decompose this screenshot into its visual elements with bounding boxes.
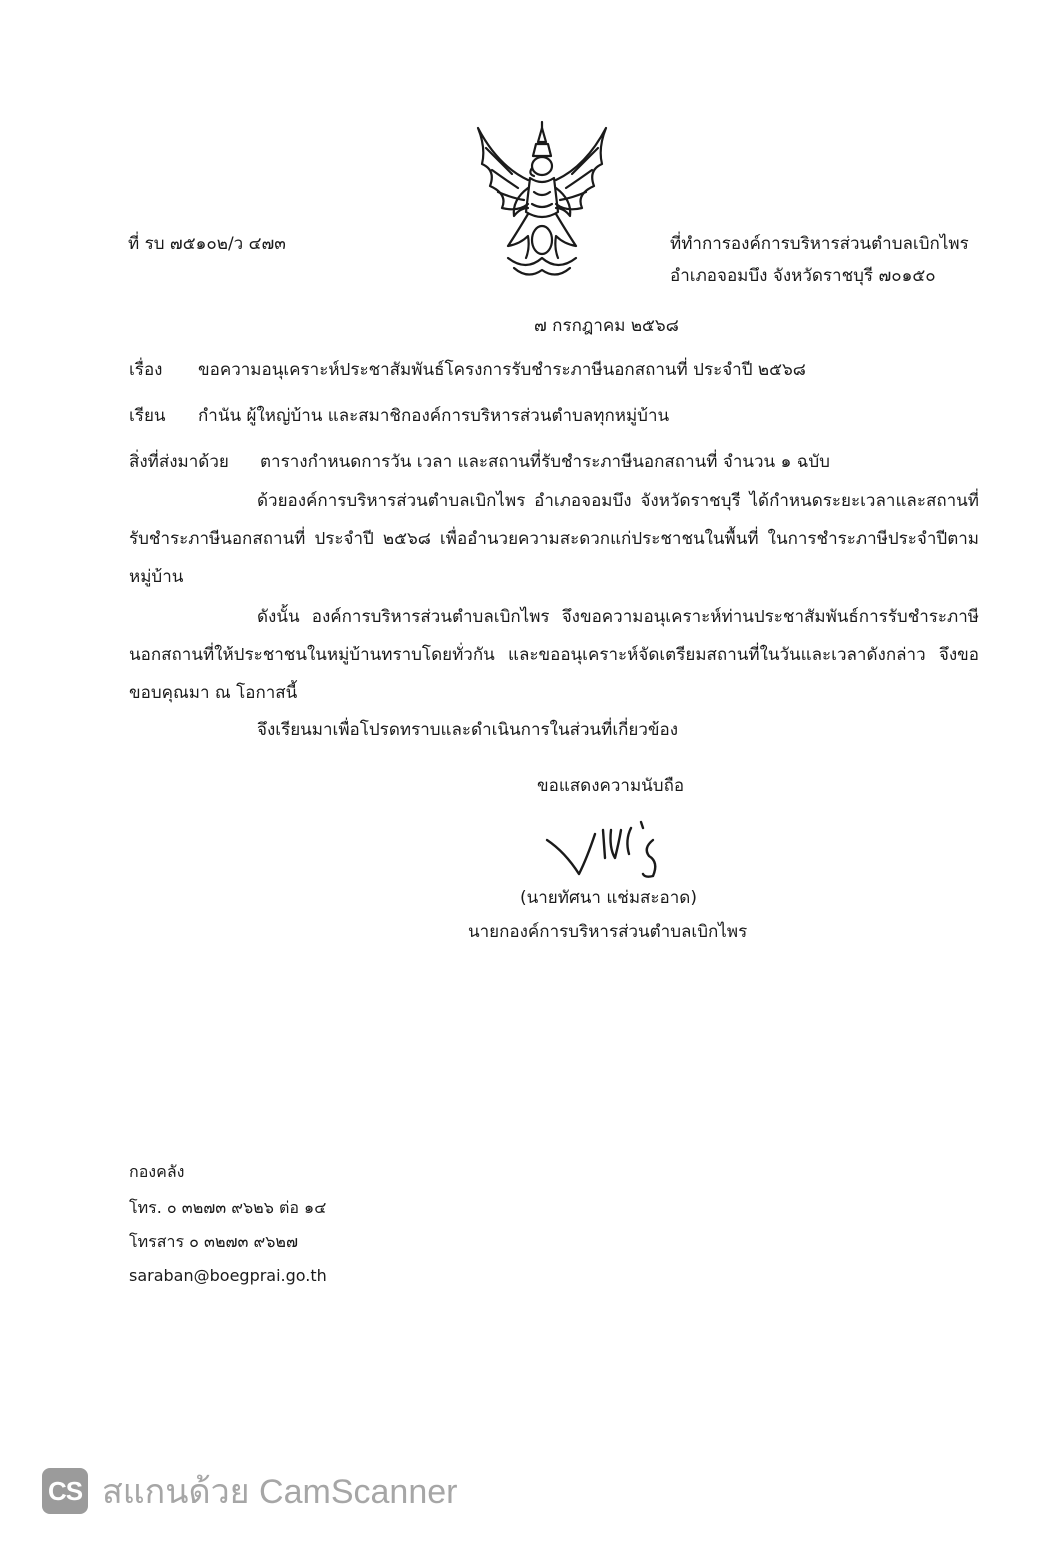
body-paragraph-3: จึงเรียนมาเพื่อโปรดทราบและดำเนินการในส่วนที่เกี่ยวข้อง (257, 720, 679, 740)
office-address-line2: อำเภอจอมบึง จังหวัดราชบุรี ๗๐๑๕๐ (670, 266, 936, 286)
signer-title: นายกองค์การบริหารส่วนตำบลเบิกไพร (468, 922, 748, 942)
enclosure-text: ตารางกำหนดการวัน เวลา และสถานที่รับชำระภาษีนอกสถานที่ จำนวน ๑ ฉบับ (260, 452, 830, 472)
body-paragraph-2-text: ดังนั้น องค์การบริหารส่วนตำบลเบิกไพร จึงขอความอนุเคราะห์ท่านประชาสัมพันธ์การรับชำระภาษีนอกสถานที่ให้ประชาชนในหมู่บ้านทราบโดยทั่วกัน และขออนุเคราะห์จัดเตรียมสถานที่ในวันและเวลาดังกล่าว จึงขอขอบคุณมา ณ โอกาสนี้ (129, 607, 979, 703)
reference-number: ที่ รบ ๗๕๑๐๒/ว ๔๗๓ (128, 234, 286, 254)
recipient-text: กำนัน ผู้ใหญ่บ้าน และสมาชิกองค์การบริหารส่วนตำบลทุกหมู่บ้าน (198, 406, 670, 426)
footer-division: กองคลัง (129, 1162, 185, 1181)
body-paragraph-1 (129, 482, 979, 596)
body-paragraph-2 (129, 598, 979, 712)
subject-text: ขอความอนุเคราะห์ประชาสัมพันธ์โครงการรับชำระภาษีนอกสถานที่ ประจำปี ๒๕๖๘ (198, 360, 806, 380)
footer-fax: โทรสาร ๐ ๓๒๗๓ ๙๖๒๗ (129, 1232, 299, 1251)
enclosure-label: สิ่งที่ส่งมาด้วย (129, 452, 229, 472)
camscanner-logo-icon: CS (42, 1468, 88, 1514)
letter-date: ๗ กรกฎาคม ๒๕๖๘ (534, 316, 679, 336)
camscanner-text: สแกนด้วย CamScanner (102, 1473, 458, 1511)
garuda-emblem-icon (468, 108, 616, 286)
handwritten-signature (545, 818, 675, 882)
footer-email: saraban@boegprai.go.th (129, 1266, 327, 1285)
subject-label: เรื่อง (129, 360, 163, 380)
signer-name: (นายทัศนา แช่มสะอาด) (520, 888, 697, 908)
body-paragraph-1-text: ด้วยองค์การบริหารส่วนตำบลเบิกไพร อำเภอจอมบึง จังหวัดราชบุรี ได้กำหนดระยะเวลาและสถานที่ รับชำระภาษีนอกสถานที่ ประจำปี ๒๕๖๘ เพื่ออำนวยความสะดวกแก่ประชาชนในพื้นที่ ในการชำระภาษีประจำปีตามหมู่บ้าน (129, 491, 979, 587)
closing-regards: ขอแสดงความนับถือ (537, 776, 685, 796)
recipient-label: เรียน (129, 406, 166, 426)
footer-phone: โทร. ๐ ๓๒๗๓ ๙๖๒๖ ต่อ ๑๔ (129, 1198, 327, 1217)
office-address-line1: ที่ทำการองค์การบริหารส่วนตำบลเบิกไพร (670, 234, 969, 254)
